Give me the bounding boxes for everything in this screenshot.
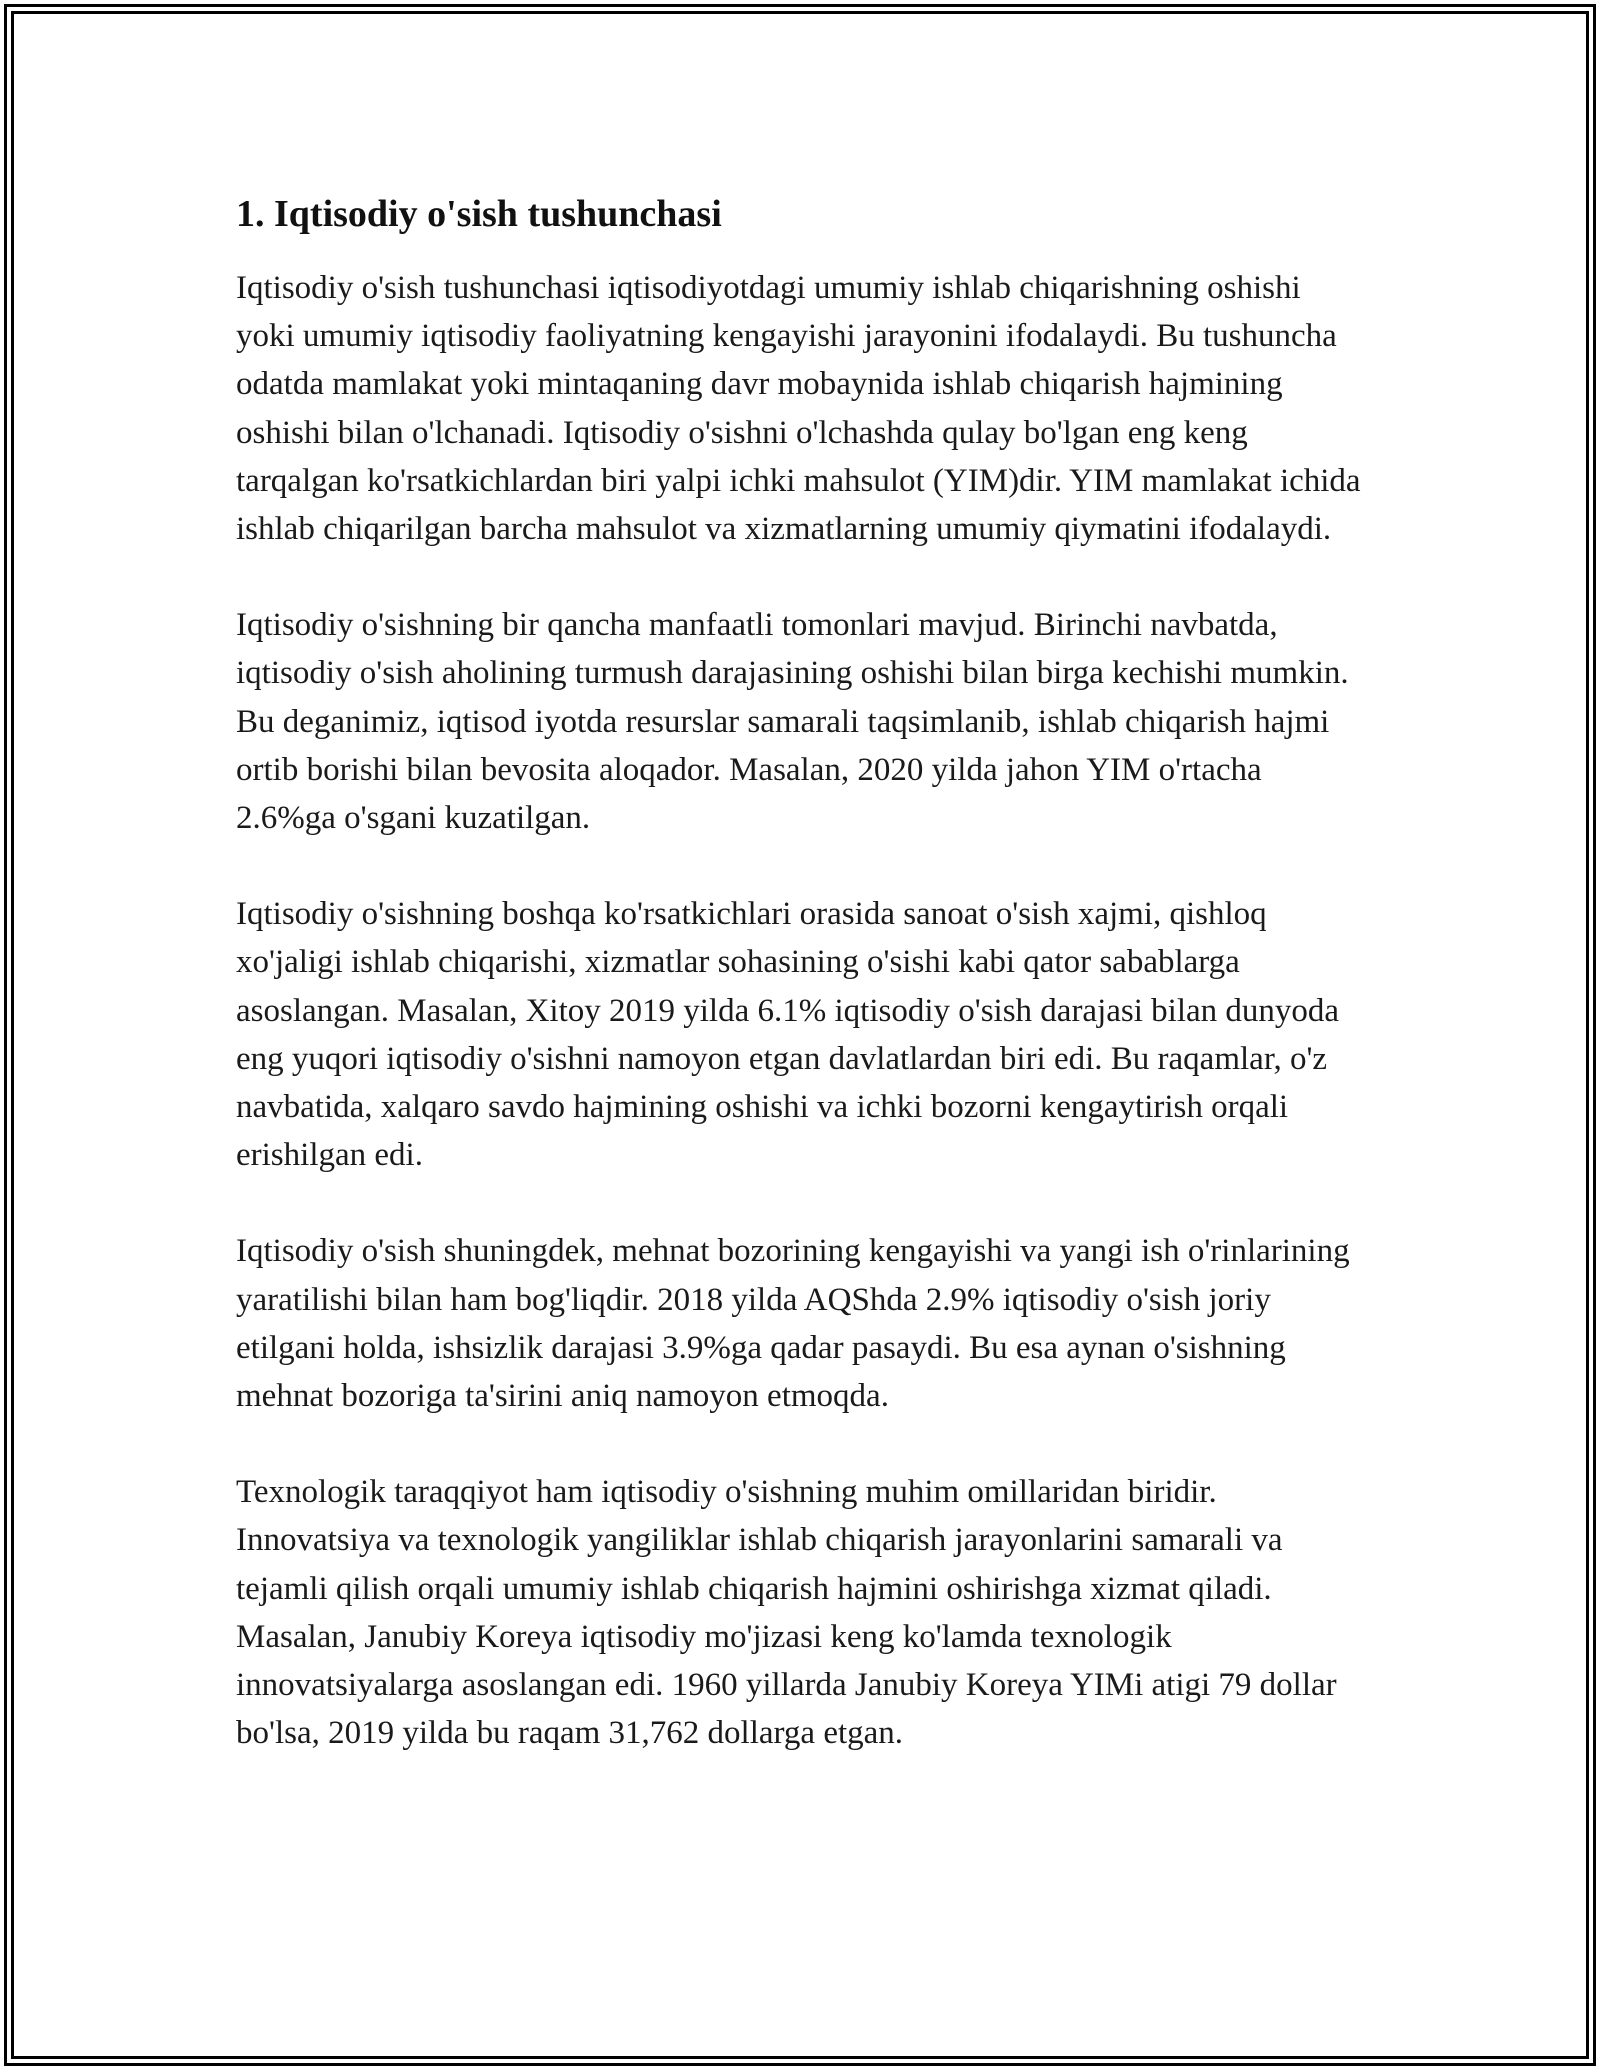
document-body xyxy=(236,186,1366,1805)
paragraph-3: Iqtisodiy o'sishning boshqa ko'rsatkichlari orasida sanoat o'sish xajmi, qishloq xo'jaligi ishlab chiqarishi, xizmatlar sohasining o'sishi kabi qator sabablarga asoslangan. Masalan, Xitoy 2019 yilda 6.1% iqtisodiy o'sish darajasi bilan dunyoda eng yuqori iqtisodiy o'sishni namoyon etgan davlatlardan biri edi. Bu raqamlar, o'z navbatida, xalqaro savdo hajmining oshishi va ichki bozorni kengaytirish orqali erishilgan edi. xyxy=(236,896,1340,1174)
paragraph-4: Iqtisodiy o'sish shuningdek, mehnat bozorining kengayishi va yangi ish o'rinlarining yaratilishi bilan ham bog'liqdir. 2018 yilda AQShda 2.9% iqtisodiy o'sish joriy etilgani holda, ishsizlik darajasi 3.9%ga qadar pasaydi. Bu esa aynan o'sishning mehnat bozoriga ta'sirini aniq namoyon etmoqda. xyxy=(236,1233,1350,1415)
paragraph-2: Iqtisodiy o'sishning bir qancha manfaatli tomonlari mavjud. Birinchi navbatda, iqtisodiy o'sish aholining turmush darajasining oshishi bilan birga kechishi mumkin. Bu deganimiz, iqtisod iyotda resurslar samarali taqsimlanib, ishlab chiqarish hajmi ortib borishi bilan bevosita aloqador. Masalan, 2020 yilda jahon YIM o'rtacha 2.6%ga o'sgani kuzatilgan. xyxy=(236,607,1349,837)
paragraph-1: Iqtisodiy o'sish tushunchasi iqtisodiyotdagi umumiy ishlab chiqarishning oshishi yoki umumiy iqtisodiy faoliyatning kengayishi jarayonini ifodalaydi. Bu tushuncha odatda mamlakat yoki mintaqaning davr mobaynida ishlab chiqarish hajmining oshishi bilan o'lchanadi. Iqtisodiy o'sishni o'lchashda qulay bo'lgan eng keng tarqalgan ko'rsatkichlardan biri yalpi ichki mahsulot (YIM)dir. YIM mamlakat ichida ishlab chiqarilgan barcha mahsulot va xizmatlarning umumiy qiymatini ifodalaydi. xyxy=(236,270,1361,548)
paragraph-5: Texnologik taraqqiyot ham iqtisodiy o'sishning muhim omillaridan biridir. Innovatsiya va texnologik yangiliklar ishlab chiqarish jarayonlarini samarali va tejamli qilish orqali umumiy ishlab chiqarish hajmini oshirishga xizmat qiladi. Masalan, Janubiy Koreya iqtisodiy mo'jizasi keng ko'lamda texnologik innovatsiyalarga asoslangan edi. 1960 yillarda Janubiy Koreya YIMi atigi 79 dollar bo'lsa, 2019 yilda bu raqam 31,762 dollarga etgan. xyxy=(236,1474,1337,1752)
section-heading: 1. Iqtisodiy o'sish tushunchasi xyxy=(236,193,722,235)
